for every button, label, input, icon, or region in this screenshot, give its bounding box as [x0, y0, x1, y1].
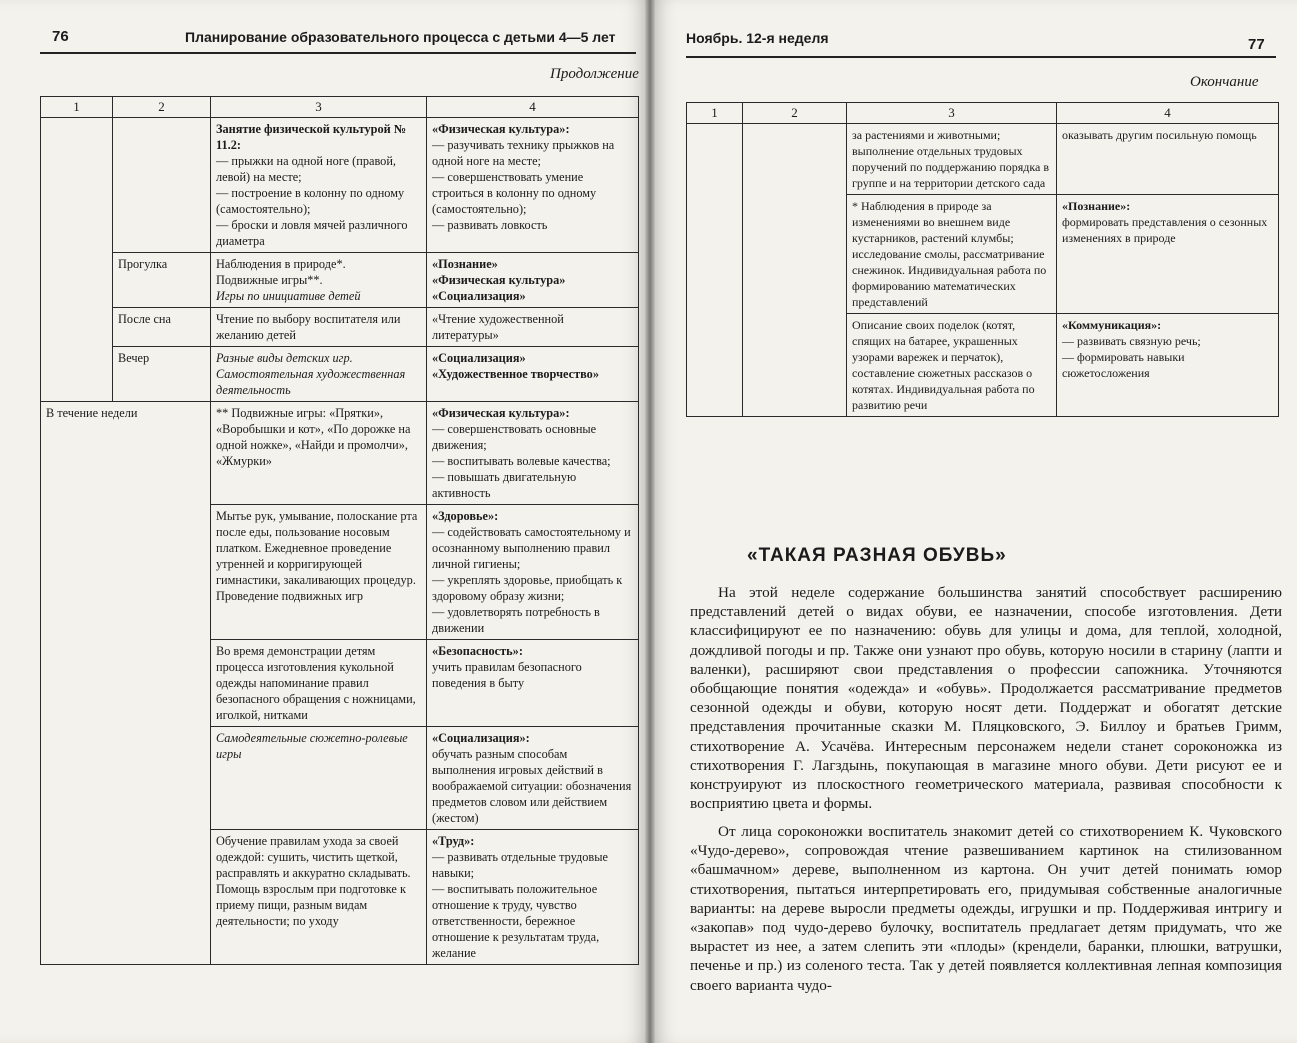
- activity-line: Подвижные игры**.: [216, 273, 323, 287]
- area-text: формировать представления о сезонных изменениях в природе: [1062, 215, 1268, 245]
- cell-activity: за растениями и животными; выполнение отдельных трудовых поручений по поддержанию порядка в группе и на территории детского сада: [847, 124, 1057, 195]
- cell-empty: [41, 308, 113, 347]
- area-line: «Художественное творчество»: [432, 367, 599, 381]
- area-item: — воспитывать волевые качества;: [432, 454, 611, 468]
- area-item: — укреплять здоровье, приобщать к здоровому образу жизни;: [432, 573, 623, 603]
- cell-area: [427, 347, 639, 402]
- table-header-row: [687, 103, 1279, 124]
- body-paragraph: От лица сороконожки воспитатель знакомит детей со стихотворением К. Чуковского «Чудо-дерево», сопровождая чтение развешиванием картинок на стилизованном «башмачном» дереве, выполненном из картона. Он учит детей понимать юмор стихотворения, пытаться интерпретировать его, придумывая собственные аналогичные варианты: на дереве выросли предметы одежды, игрушки и пр. Поддерживая интригу и «закопав» под чудо-дерево булочку, воспитатель предлагает детям придумать, что же вырастет из нее, а затем слепить эти «плоды» (крендели, баранки, плюшки, ватрушки, печенье и пр.) из соленого теста. Так у детей появляется коллективная лепная композиция своего варианта чудо-: [690, 823, 1282, 994]
- area-item: — воспитывать положительное отношение к труду, чувство ответственности, бережное отношение к результатам труда, желание: [432, 882, 600, 960]
- area-item: — совершенствовать основные движения;: [432, 422, 597, 452]
- area-item: — удовлетворять потребность в движении: [432, 605, 600, 635]
- cell-period: В течение недели: [41, 402, 211, 965]
- header-cell: 1: [687, 103, 743, 124]
- cell-area: [427, 253, 639, 308]
- area-item: — совершенствовать умение строиться в колонну по одному (самостоятельно);: [432, 170, 597, 216]
- cell-activity: [211, 253, 427, 308]
- plan-table-left: [40, 96, 639, 965]
- activity-line-italic: Игры по инициативе детей: [216, 289, 361, 303]
- continuation-label-right: Окончание: [1190, 74, 1259, 90]
- area-item: — разучивать технику прыжков на одной ноге на месте;: [432, 138, 615, 168]
- cell-activity: Разные виды детских игр. Самостоятельная художественная деятельность: [211, 347, 427, 402]
- cell-regime: Вечер: [113, 347, 211, 402]
- cell-activity: Мытье рук, умывание, полоскание рта после еды, пользование носовым платком. Ежедневное проведение утренней и корригирующей гимнастики, закаливающих процедур. Проведение подвижных игр: [211, 505, 427, 640]
- table-row: [687, 124, 1279, 195]
- area-item: — повышать двигательную активность: [432, 470, 577, 500]
- area-item: — развивать связную речь;: [1062, 334, 1201, 348]
- cell-regime: После сна: [113, 308, 211, 347]
- right-page: [650, 0, 1297, 1043]
- header-cell: 2: [113, 97, 211, 118]
- table-row: [41, 253, 639, 308]
- section-heading: «ТАКАЯ РАЗНАЯ ОБУВЬ»: [747, 545, 1007, 566]
- cell-empty: [41, 253, 113, 308]
- table-row: [41, 308, 639, 347]
- cell-empty: [41, 118, 113, 253]
- area-title: «Социализация»:: [432, 731, 530, 745]
- area-item: — развивать ловкость: [432, 218, 548, 232]
- area-line: «Социализация»: [432, 351, 526, 365]
- area-line: «Познание»: [432, 257, 498, 271]
- activity-item: — прыжки на одной ноге (правой, левой) на месте;: [216, 154, 396, 184]
- area-item: — развивать отдельные трудовые навыки;: [432, 850, 608, 880]
- area-item: — содействовать самостоятельному и осознанному выполнению правил личной гигиены;: [432, 525, 631, 571]
- header-cell: 3: [847, 103, 1057, 124]
- table-header-row: [41, 97, 639, 118]
- cell-area: [1057, 314, 1279, 417]
- header-cell: 4: [427, 97, 639, 118]
- cell-area: [427, 727, 639, 830]
- table-row: [41, 118, 639, 253]
- area-title: «Коммуникация»:: [1062, 318, 1162, 332]
- area-title: «Труд»:: [432, 834, 475, 848]
- header-cell: 4: [1057, 103, 1279, 124]
- cell-activity: Самодеятельные сюжетно-ролевые игры: [211, 727, 427, 830]
- activity-line: Наблюдения в природе*.: [216, 257, 346, 271]
- cell-area: [427, 402, 639, 505]
- cell-area: [427, 118, 639, 253]
- header-cell: 1: [41, 97, 113, 118]
- area-item: — формировать навыки сюжетосложения: [1062, 350, 1185, 380]
- book-spine: [645, 0, 655, 1043]
- header-rule-left: [40, 52, 636, 54]
- cell-empty: [113, 118, 211, 253]
- area-line: «Социализация»: [432, 289, 526, 303]
- cell-activity: Описание своих поделок (котят, спящих на батарее, украшенных узорами варежек и перчаток), составление сюжетных рассказов о котятах. Индивидуальная работа по развитию речи: [847, 314, 1057, 417]
- area-title: «Здоровье»:: [432, 509, 499, 523]
- continuation-label-left: Продолжение: [550, 66, 639, 82]
- cell-area: [427, 830, 639, 965]
- header-cell: 3: [211, 97, 427, 118]
- activity-title: Занятие физической культурой № 11.2:: [216, 122, 407, 152]
- table-row: [41, 402, 639, 505]
- cell-empty: [743, 124, 847, 417]
- running-title-left: Планирование образовательного процесса с детьми 4—5 лет: [185, 29, 616, 45]
- cell-empty: [41, 347, 113, 402]
- cell-regime: Прогулка: [113, 253, 211, 308]
- area-title: «Физическая культура»:: [432, 406, 570, 420]
- cell-area: оказывать другим посильную помощь: [1057, 124, 1279, 195]
- cell-area: [427, 505, 639, 640]
- area-title: «Безопасность»:: [432, 644, 523, 658]
- cell-area: [1057, 195, 1279, 314]
- cell-area: [427, 640, 639, 727]
- plan-table-right: [686, 102, 1279, 417]
- cell-area: «Чтение художественной литературы»: [427, 308, 639, 347]
- cell-activity: Обучение правилам ухода за своей одеждой: сушить, чистить щеткой, расправлять и аккуратно складывать. Помощь взрослым при подготовке к приему пищи, разным видам деятельности; по уходу: [211, 830, 427, 965]
- area-title: «Познание»:: [1062, 199, 1131, 213]
- running-title-right: Ноябрь. 12-я неделя: [686, 30, 829, 46]
- activity-item: — построение в колонну по одному (самостоятельно);: [216, 186, 405, 216]
- header-cell: 2: [743, 103, 847, 124]
- body-paragraph: На этой неделе содержание большинства занятий способствует расширению представлений детей о видах обуви, ее назначении, способе изготовления. Дети классифицируют ее по назначению: обувь для улицы и дома, для теплой, холодной, дождливой погоды и пр. Также они узнают про обувь, которую носили в старину (лапти и валенки), расширяют свои представления о профессии сапожника. Уточняются обобщающие понятия «одежда» и «обувь». Продолжается рассматривание предметов сезонной одежды и обуви, которую носят дети. Поддержат и обогатят детские представления прочитанные сказки М. Пляцковского, Э. Биллоу и братьев Гримм, стихотворение А. Усачёва. Интересным персонажем недели станет сороконожка из стихотворения Г. Лагздынь, покупающая в магазине много обуви. Дети рисуют ее и конструируют из плоскостного геометрического материала, развивая способности к восприятию цвета и формы.: [690, 584, 1282, 813]
- area-title: «Физическая культура»:: [432, 122, 570, 136]
- area-text: учить правилам безопасного поведения в быту: [432, 660, 582, 690]
- cell-activity: Во время демонстрации детям процесса изготовления кукольной одежды напоминание правил безопасного обращения с ножницами, иголкой, нитками: [211, 640, 427, 727]
- page-number-right: 77: [1248, 36, 1265, 53]
- cell-activity: [211, 118, 427, 253]
- cell-activity: ** Подвижные игры: «Прятки», «Воробышки и кот», «По дорожке на одной ножке», «Найди и промолчи», «Жмурки»: [211, 402, 427, 505]
- header-rule-right: [686, 56, 1276, 58]
- area-line: «Физическая культура»: [432, 273, 566, 287]
- activity-item: — броски и ловля мячей различного диаметра: [216, 218, 408, 248]
- cell-activity: Чтение по выбору воспитателя или желанию детей: [211, 308, 427, 347]
- cell-activity: * Наблюдения в природе за изменениями во внешнем виде кустарников, растений клумбы; исследование смолы, рассматривание снежинок. Индивидуальная работа по формированию математических представлений: [847, 195, 1057, 314]
- cell-empty: [687, 124, 743, 417]
- area-text: обучать разным способам выполнения игровых действий в воображаемой ситуации: обозначения предметов словом или действием (жестом): [432, 747, 632, 825]
- table-row: [41, 347, 639, 402]
- page-number-left: 76: [52, 28, 69, 45]
